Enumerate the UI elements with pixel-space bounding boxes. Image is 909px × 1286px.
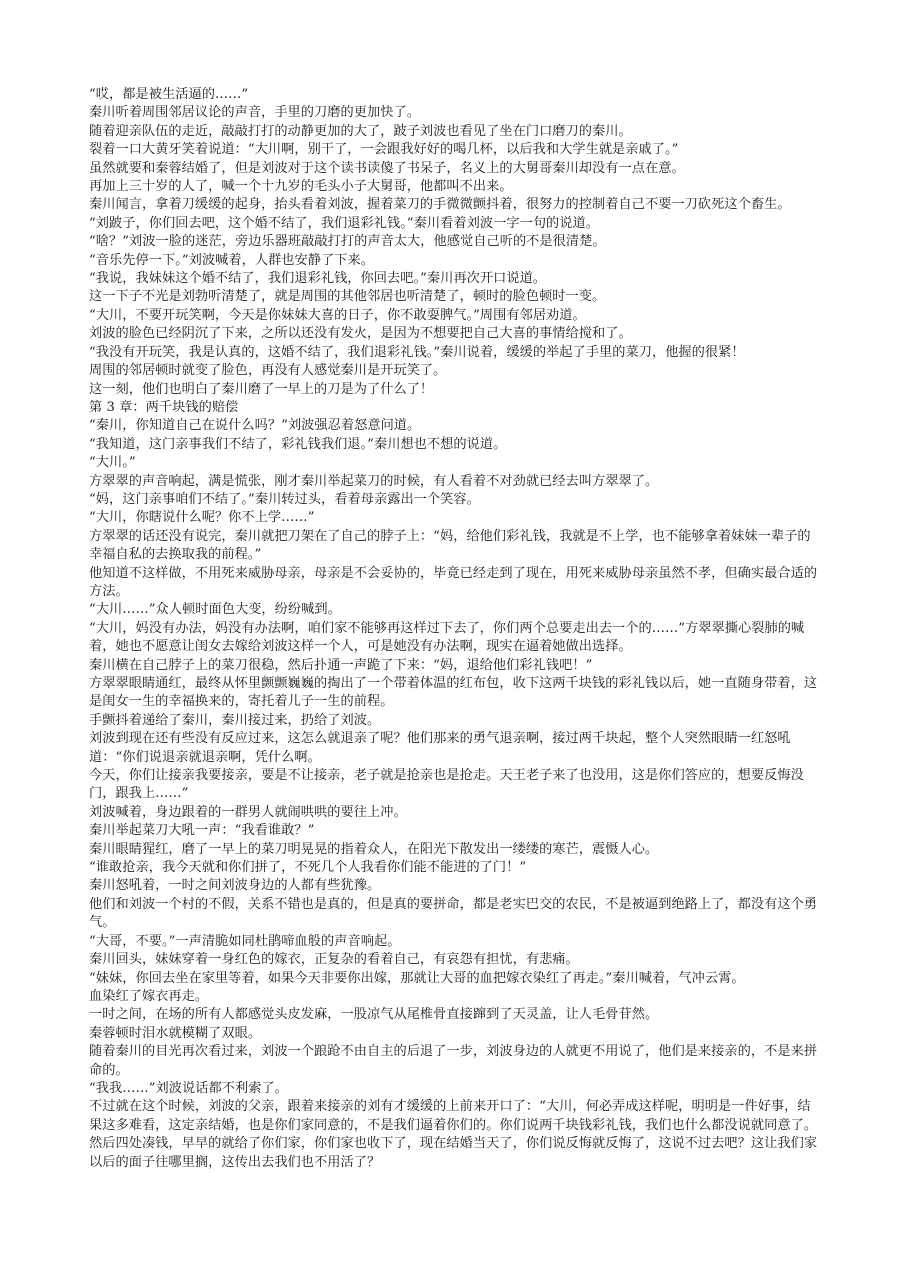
body-paragraph: “我知道，这门亲事我们不结了，彩礼钱我们退。”秦川想也不想的说道。 <box>89 436 507 452</box>
body-paragraph: “秦川，你知道自己在说什么吗？”刘波强忍着怒意问道。 <box>89 418 421 434</box>
body-paragraph: 刘波到现在还有些没有反应过来，这怎么就退亲了呢？他们那来的勇气退亲啊，接过两千块起，整个人突然眼睛一红怒吼道：“你们说退亲就退亲啊，凭什么啊。 <box>89 731 791 765</box>
body-paragraph: “我没有开玩笑，我是认真的，这婚不结了，我们退彩礼钱。”秦川说着，缓缓的举起了手里的菜刀，他握的很紧！ <box>89 344 745 360</box>
body-paragraph: 秦川举起菜刀大吼一声：“我看谁敢？” <box>89 823 315 839</box>
body-paragraph: 周围的邻居顿时就变了脸色，再没有人感觉秦川是开玩笑了。 <box>89 363 447 379</box>
body-paragraph: 第 3 章：两千块钱的赔偿 <box>89 399 239 415</box>
body-paragraph: 一时之间，在场的所有人都感觉头皮发麻，一股凉气从尾椎骨直接蹿到了天灵盖，让人毛骨苷然。 <box>89 1007 659 1023</box>
body-paragraph: 秦川横在自己脖子上的菜刀很稳，然后扑通一声跪了下来：“妈，退给他们彩礼钱吧！” <box>89 657 593 673</box>
body-paragraph: “哎，都是被生活逼的……” <box>89 87 249 102</box>
body-paragraph: 再加上三十岁的人了，喊一个十九岁的毛头小子大舅哥，他都叫不出来。 <box>89 179 513 195</box>
body-paragraph: 裂着一口大黄牙笑着说道：“大川啊，别干了，一会跟我好好的喝几杯，以后我和大学生就是亲戚了。” <box>89 142 679 158</box>
body-paragraph: 秦川回头，妹妹穿着一身红色的嫁衣，正复杂的看着自己，有哀怨有担忧，有悲痛。 <box>89 952 579 968</box>
body-paragraph: 方翠翠眼睛通红，最终从怀里颤颤巍巍的掏出了一个带着体温的红布包，收下这两千块钱的彩礼钱以后，她一直随身带着，这是闺女一生的幸福换来的，寄托着儿子一生的前程。 <box>89 676 818 710</box>
body-paragraph: 他知道不这样做，不用死来威胁母亲，母亲是不会妥协的，毕竟已经走到了现在，用死来威胁母亲虽然不孝，但确实最合适的方法。 <box>89 565 818 599</box>
body-paragraph: “大川，你瞎说什么呢？你不上学……” <box>89 510 315 526</box>
body-paragraph: “妹妹，你回去坐在家里等着，如果今天非要你出嫁，那就让大哥的血把嫁衣染红了再走。”秦川喊着，气冲云霄。 <box>89 970 745 986</box>
body-paragraph: 这一下子不光是刘勃听清楚了，就是周围的其他邻居也听清楚了，顿时的脸色顿时一变。 <box>89 289 606 305</box>
body-paragraph: “谁敢抢亲，我今天就和你们拼了，不死几个人我看你们能不能进的了门！” <box>89 860 527 876</box>
body-paragraph: “我我……”刘波说话都不利索了。 <box>89 1080 288 1096</box>
body-paragraph: “我说，我妹妹这个婚不结了，我们退彩礼钱，你回去吧。”秦川再次开口说道。 <box>89 271 547 287</box>
body-paragraph: 方翠翠的声音响起，满是慌张，刚才秦川举起菜刀的时候，有人看着不对劲就已经去叫方翠翠了。 <box>89 473 659 489</box>
body-paragraph: 秦川闻言，拿着刀缓缓的起身，抬头看着刘波，握着菜刀的手微微颤抖着，很努力的控制着自己不要一刀砍死这个畜生。 <box>89 197 791 213</box>
body-paragraph: “大川。” <box>89 455 136 471</box>
body-paragraph: “大哥，不要。”一声清脆如同杜鹃啼血般的声音响起。 <box>89 933 401 949</box>
body-paragraph: 秦蓉顿时泪水就模糊了双眼。 <box>89 1025 262 1041</box>
body-paragraph: 不过就在这个时候，刘波的父亲，跟着来接亲的刘有才缓缓的上前来开口了：“大川，何必弄成这样呢，明明是一件好事，结果这多难看，这定亲结婚，也是你们家同意的，不是我们逼着你们的。你们说两千块钱彩礼钱，我们也什么都没说就同意了。 <box>89 1099 818 1133</box>
body-paragraph: 刘波喊着，身边跟着的一群男人就闹哄哄的要往上冲。 <box>89 804 407 820</box>
body-paragraph: 秦川听着周围邻居议论的声音，手里的刀磨的更加快了。 <box>89 105 420 121</box>
body-paragraph: 虽然就要和秦蓉结婚了，但是刘波对于这个读书读傻了书呆子，名义上的大舅哥秦川却没有一点在意。 <box>89 160 685 176</box>
body-paragraph: 这一刻，他们也明白了秦川磨了一早上的刀是为了什么了！ <box>89 381 434 397</box>
body-paragraph: 随着秦川的目光再次看过来，刘波一个踉跄不由自主的后退了一步，刘波身边的人就更不用说了，他们是来接亲的，不是来拼命的。 <box>89 1044 818 1078</box>
body-paragraph: “大川，不要开玩笑啊，今天是你妹妹大喜的日子，你不敢耍脾气。”周围有邻居劝道。 <box>89 307 586 323</box>
document-page <box>89 86 819 1172</box>
body-paragraph: “刘跛子，你们回去吧，这个婚不结了，我们退彩礼钱。”秦川看着刘波一字一句的说道。 <box>89 215 600 231</box>
body-paragraph: “妈，这门亲事咱们不结了。”秦川转过头，看着母亲露出一个笑容。 <box>89 491 480 507</box>
body-paragraph: 秦川眼睛猩红，磨了一早上的菜刀明晃晃的指着众人，在阳光下散发出一缕缕的寒芒，震慑人心。 <box>89 841 659 857</box>
body-paragraph: “大川……”众人顿时面色大变，纷纷喊到。 <box>89 602 341 618</box>
body-paragraph: 然后四处凑钱，早早的就给了你们家，你们家也收下了，现在结婚当天了，你们说反悔就反悔了，这说不过去吧？这让我们家以后的面子往哪里搁，这传出去我们也不用活了？ <box>89 1136 818 1170</box>
body-paragraph: 手颤抖着递给了秦川，秦川接过来，扔给了刘波。 <box>89 712 381 728</box>
body-paragraph: 秦川怒吼着，一时之间刘波身边的人都有些犹豫。 <box>89 878 381 894</box>
body-paragraph: 血染红了嫁衣再走。 <box>89 988 209 1004</box>
body-paragraph: 随着迎亲队伍的走近，敲敲打打的动静更加的大了，跛子刘波也看见了坐在门口磨刀的秦川。 <box>89 123 632 139</box>
body-paragraph: 今天，你们让接亲我要接亲，要是不让接亲，老子就是抢亲也是抢走。天王老子来了也没用，这是你们答应的，想要反悔没门，跟我上……” <box>89 768 804 802</box>
body-paragraph: “啥？”刘波一脸的迷茫，旁边乐器班敲敲打打的声音太大，他感觉自己听的不是很清楚。 <box>89 234 606 250</box>
body-paragraph: 方翠翠的话还没有说完，秦川就把刀架在了自己的脖子上：“妈，给他们彩礼钱，我就是不上学，也不能够拿着妹妹一辈子的幸福自私的去换取我的前程。” <box>89 528 811 563</box>
body-paragraph: “音乐先停一下。”刘波喊着，人群也安静了下来。 <box>89 252 374 268</box>
body-paragraph: 他们和刘波一个村的不假，关系不错也是真的，但是真的要拼命，都是老实巴交的农民，不是被逼到绝路上了，都没有这个勇气。 <box>89 896 818 931</box>
body-paragraph: 刘波的脸色已经阴沉了下来，之所以还没有发火，是因为不想要把自己大喜的事情给搅和了。 <box>89 326 632 342</box>
body-paragraph: “大川，妈没有办法，妈没有办法啊，咱们家不能够再这样过下去了，你们两个总要走出去一个的……”方翠翠撕心裂肺的喊着，她也不愿意让闺女去嫁给刘波这样一个人，可是她没有办法啊，现实在逼着她做出选择。 <box>89 620 805 655</box>
